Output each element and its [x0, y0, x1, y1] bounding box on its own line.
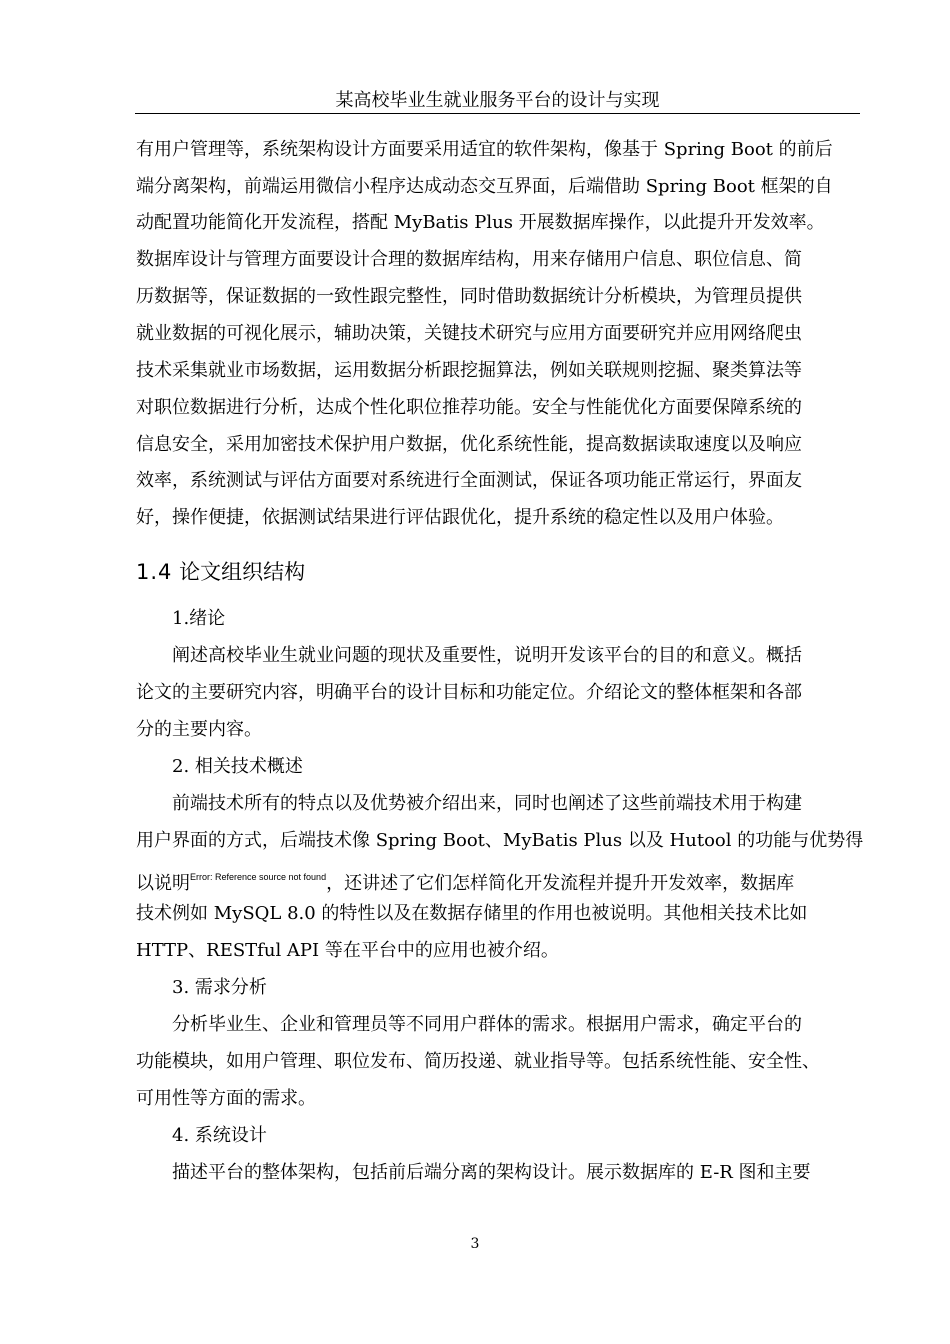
body-line: 数据库设计与管理方面要设计合理的数据库结构，用来存储用户信息、职位信息、简 — [136, 249, 802, 270]
body-line: 技术采集就业市场数据，运用数据分析跟挖掘算法，例如关联规则挖掘、聚类算法等 — [136, 360, 802, 381]
subsection-heading: 1.绪论 — [172, 608, 226, 629]
body-line: 有用户管理等，系统架构设计方面要采用适宜的软件架构，像基于 Spring Boot 的前后 — [136, 139, 833, 160]
body-line: 好，操作便捷，依据测试结果进行评估跟优化，提升系统的稳定性以及用户体验。 — [136, 507, 784, 528]
body-line: 分的主要内容。 — [136, 719, 262, 740]
section-title-text: 论文组织结构 — [179, 560, 306, 584]
body-line — [136, 864, 794, 897]
header-rule — [135, 113, 860, 114]
reference-error: Error: Reference source not found — [190, 872, 327, 882]
subsection-heading: 3. 需求分析 — [172, 977, 267, 998]
body-line: 端分离架构，前端运用微信小程序达成动态交互界面，后端借助 Spring Boot 框架的自 — [136, 176, 833, 197]
body-line: 功能模块，如用户管理、职位发布、简历投递、就业指导等。包括系统性能、安全性、 — [136, 1051, 820, 1072]
body-line: 技术例如 MySQL 8.0 的特性以及在数据存储里的作用也被说明。其他相关技术比如 — [136, 903, 808, 924]
running-header: 某高校毕业生就业服务平台的设计与实现 — [335, 90, 660, 111]
body-line: 论文的主要研究内容，明确平台的设计目标和功能定位。介绍论文的整体框架和各部 — [136, 682, 802, 703]
body-line: 前端技术所有的特点以及优势被介绍出来，同时也阐述了这些前端技术用于构建 — [172, 793, 802, 814]
body-line: 动配置功能简化开发流程，搭配 MyBatis Plus 开展数据库操作，以此提升开发效率。 — [136, 212, 825, 233]
section-heading — [136, 557, 305, 587]
body-line: 效率，系统测试与评估方面要对系统进行全面测试，保证各项功能正常运行，界面友 — [136, 470, 802, 491]
body-line: 对职位数据进行分析，达成个性化职位推荐功能。安全与性能优化方面要保障系统的 — [136, 397, 802, 418]
body-line: 历数据等，保证数据的一致性跟完整性，同时借助数据统计分析模块，为管理员提供 — [136, 286, 802, 307]
section-number: 1.4 — [136, 560, 173, 584]
body-text: 以说明 — [136, 873, 190, 894]
body-line: HTTP、RESTful API 等在平台中的应用也被介绍。 — [136, 940, 559, 961]
body-line: 可用性等方面的需求。 — [136, 1088, 316, 1109]
body-line: 信息安全，采用加密技术保护用户数据，优化系统性能，提高数据读取速度以及响应 — [136, 434, 802, 455]
page-number: 3 — [470, 1236, 480, 1252]
subsection-heading: 4. 系统设计 — [172, 1125, 267, 1146]
body-line: 阐述高校毕业生就业问题的现状及重要性，说明开发该平台的目的和意义。概括 — [172, 645, 802, 666]
body-line: 就业数据的可视化展示，辅助决策，关键技术研究与应用方面要研究并应用网络爬虫 — [136, 323, 802, 344]
body-line: 描述平台的整体架构，包括前后端分离的架构设计。展示数据库的 E-R 图和主要 — [172, 1162, 811, 1183]
body-line: 用户界面的方式，后端技术像 Spring Boot、MyBatis Plus 以及 Hutool 的功能与优势得 — [136, 830, 864, 851]
body-text: ，还讲述了它们怎样简化开发流程并提升开发效率，数据库 — [326, 873, 795, 894]
body-line: 分析毕业生、企业和管理员等不同用户群体的需求。根据用户需求，确定平台的 — [172, 1014, 802, 1035]
subsection-heading: 2. 相关技术概述 — [172, 756, 303, 777]
